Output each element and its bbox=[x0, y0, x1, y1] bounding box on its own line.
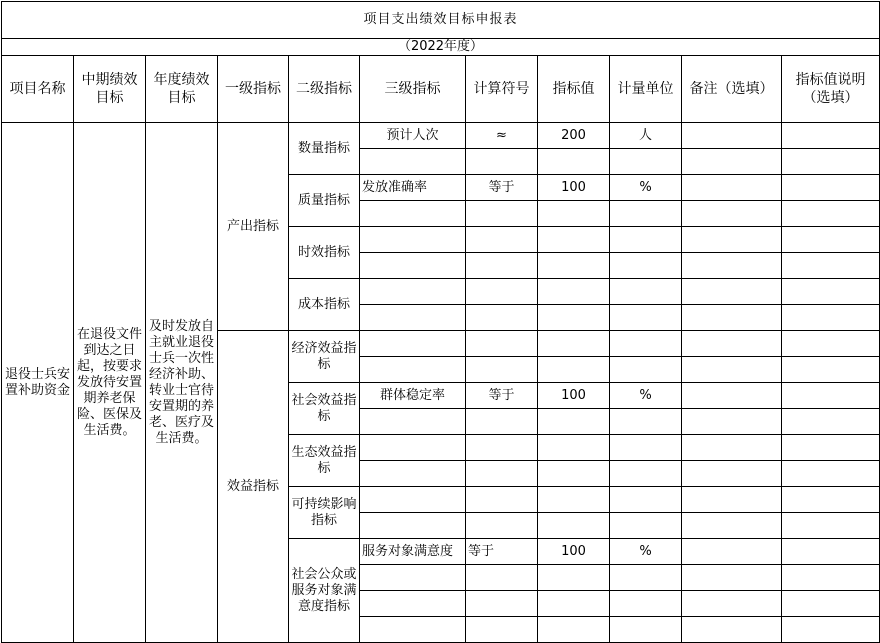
unit-cell bbox=[610, 591, 682, 617]
value-cell bbox=[538, 357, 610, 383]
header-row bbox=[2, 56, 880, 123]
explain-cell bbox=[782, 539, 880, 565]
symbol-cell bbox=[466, 253, 538, 279]
level3-cell bbox=[360, 201, 466, 227]
remark-cell bbox=[682, 591, 782, 617]
explain-cell bbox=[782, 357, 880, 383]
value-cell bbox=[538, 435, 610, 461]
symbol-cell bbox=[466, 591, 538, 617]
remark-cell bbox=[682, 565, 782, 591]
header-value: 指标值 bbox=[538, 56, 610, 123]
level3-cell bbox=[360, 513, 466, 539]
remark-cell bbox=[682, 617, 782, 643]
year-label: （2022年度） bbox=[2, 39, 880, 56]
remark-cell bbox=[682, 149, 782, 175]
value-cell bbox=[538, 513, 610, 539]
symbol-cell bbox=[466, 305, 538, 331]
symbol-cell bbox=[466, 513, 538, 539]
symbol-cell bbox=[466, 461, 538, 487]
annual-goal-cell: 及时发放自主就业退役士兵一次性经济补助、转业士官待安置期的养老、医疗及生活费。 bbox=[146, 123, 218, 643]
value-cell bbox=[538, 331, 610, 357]
level3-cell bbox=[360, 435, 466, 461]
remark-cell bbox=[682, 539, 782, 565]
level3-social-name: 群体稳定率 bbox=[360, 383, 466, 409]
level2-economic: 经济效益指标 bbox=[289, 331, 360, 383]
header-mid-goal: 中期绩效目标 bbox=[74, 56, 146, 123]
symbol-cell bbox=[466, 227, 538, 253]
level3-cell bbox=[360, 149, 466, 175]
level3-cell bbox=[360, 331, 466, 357]
value-cell bbox=[538, 461, 610, 487]
explain-cell bbox=[782, 305, 880, 331]
level3-quality-name: 发放准确率 bbox=[360, 175, 466, 201]
level3-quantity-name: 预计人次 bbox=[360, 123, 466, 149]
header-explain: 指标值说明（选填） bbox=[782, 56, 880, 123]
level3-cell bbox=[360, 487, 466, 513]
value-cell bbox=[538, 617, 610, 643]
quality-value: 100 bbox=[538, 175, 610, 201]
value-cell bbox=[538, 227, 610, 253]
value-cell bbox=[538, 279, 610, 305]
quality-symbol: 等于 bbox=[466, 175, 538, 201]
symbol-cell bbox=[466, 149, 538, 175]
remark-cell bbox=[682, 305, 782, 331]
remark-cell bbox=[682, 279, 782, 305]
symbol-cell bbox=[466, 409, 538, 435]
unit-cell bbox=[610, 487, 682, 513]
unit-cell bbox=[610, 149, 682, 175]
remark-cell bbox=[682, 513, 782, 539]
level3-cell bbox=[360, 357, 466, 383]
remark-cell bbox=[682, 357, 782, 383]
symbol-cell bbox=[466, 357, 538, 383]
remark-cell bbox=[682, 227, 782, 253]
social-value: 100 bbox=[538, 383, 610, 409]
unit-cell bbox=[610, 279, 682, 305]
value-cell bbox=[538, 591, 610, 617]
remark-cell bbox=[682, 461, 782, 487]
explain-cell bbox=[782, 565, 880, 591]
project-name-cell: 退役士兵安置补助资金 bbox=[2, 123, 74, 643]
explain-cell bbox=[782, 487, 880, 513]
quantity-unit: 人 bbox=[610, 123, 682, 149]
level2-quantity: 数量指标 bbox=[289, 123, 360, 175]
unit-cell bbox=[610, 201, 682, 227]
level3-satisfaction-name: 服务对象满意度 bbox=[360, 539, 466, 565]
remark-cell bbox=[682, 435, 782, 461]
level2-satisfaction: 社会公众或服务对象满意度指标 bbox=[289, 539, 360, 643]
remark-cell bbox=[682, 175, 782, 201]
value-cell bbox=[538, 565, 610, 591]
explain-cell bbox=[782, 617, 880, 643]
remark-cell bbox=[682, 123, 782, 149]
symbol-cell bbox=[466, 201, 538, 227]
unit-cell bbox=[610, 565, 682, 591]
level1-benefit: 效益指标 bbox=[218, 331, 289, 643]
quantity-symbol: ≈ bbox=[466, 123, 538, 149]
explain-cell bbox=[782, 175, 880, 201]
symbol-cell bbox=[466, 617, 538, 643]
explain-cell bbox=[782, 201, 880, 227]
explain-cell bbox=[782, 149, 880, 175]
header-unit: 计量单位 bbox=[610, 56, 682, 123]
explain-cell bbox=[782, 409, 880, 435]
unit-cell bbox=[610, 409, 682, 435]
header-annual-goal: 年度绩效目标 bbox=[146, 56, 218, 123]
satisfaction-value: 100 bbox=[538, 539, 610, 565]
remark-cell bbox=[682, 487, 782, 513]
social-unit: % bbox=[610, 383, 682, 409]
header-level1: 一级指标 bbox=[218, 56, 289, 123]
satisfaction-symbol: 等于 bbox=[466, 539, 538, 565]
table-row bbox=[2, 123, 880, 149]
remark-cell bbox=[682, 409, 782, 435]
remark-cell bbox=[682, 201, 782, 227]
quantity-value: 200 bbox=[538, 123, 610, 149]
page-title: 项目支出绩效目标申报表 bbox=[2, 2, 880, 39]
level1-output: 产出指标 bbox=[218, 123, 289, 331]
value-cell bbox=[538, 409, 610, 435]
social-symbol: 等于 bbox=[466, 383, 538, 409]
unit-cell bbox=[610, 513, 682, 539]
value-cell bbox=[538, 253, 610, 279]
explain-cell bbox=[782, 383, 880, 409]
level3-cell bbox=[360, 279, 466, 305]
level3-cell bbox=[360, 565, 466, 591]
level3-cell bbox=[360, 409, 466, 435]
unit-cell bbox=[610, 331, 682, 357]
unit-cell bbox=[610, 357, 682, 383]
level3-cell bbox=[360, 591, 466, 617]
explain-cell bbox=[782, 513, 880, 539]
level3-cell bbox=[360, 461, 466, 487]
unit-cell bbox=[610, 305, 682, 331]
explain-cell bbox=[782, 279, 880, 305]
explain-cell bbox=[782, 227, 880, 253]
header-project-name: 项目名称 bbox=[2, 56, 74, 123]
explain-cell bbox=[782, 331, 880, 357]
symbol-cell bbox=[466, 331, 538, 357]
remark-cell bbox=[682, 253, 782, 279]
symbol-cell bbox=[466, 279, 538, 305]
header-level2: 二级指标 bbox=[289, 56, 360, 123]
level2-cost: 成本指标 bbox=[289, 279, 360, 331]
header-symbol: 计算符号 bbox=[466, 56, 538, 123]
explain-cell bbox=[782, 461, 880, 487]
unit-cell bbox=[610, 227, 682, 253]
value-cell bbox=[538, 149, 610, 175]
level3-cell bbox=[360, 253, 466, 279]
header-remark: 备注（选填） bbox=[682, 56, 782, 123]
performance-table bbox=[1, 1, 880, 643]
unit-cell bbox=[610, 461, 682, 487]
satisfaction-unit: % bbox=[610, 539, 682, 565]
level2-social: 社会效益指标 bbox=[289, 383, 360, 435]
level2-timeliness: 时效指标 bbox=[289, 227, 360, 279]
remark-cell bbox=[682, 331, 782, 357]
value-cell bbox=[538, 305, 610, 331]
explain-cell bbox=[782, 123, 880, 149]
symbol-cell bbox=[466, 487, 538, 513]
symbol-cell bbox=[466, 565, 538, 591]
level3-cell bbox=[360, 305, 466, 331]
level3-cell bbox=[360, 227, 466, 253]
remark-cell bbox=[682, 383, 782, 409]
unit-cell bbox=[610, 617, 682, 643]
unit-cell bbox=[610, 435, 682, 461]
level2-sustainable: 可持续影响指标 bbox=[289, 487, 360, 539]
level2-quality: 质量指标 bbox=[289, 175, 360, 227]
mid-goal-cell: 在退役文件到达之日起，按要求发放待安置期养老保险、医保及生活费。 bbox=[74, 123, 146, 643]
unit-cell bbox=[610, 253, 682, 279]
explain-cell bbox=[782, 435, 880, 461]
explain-cell bbox=[782, 591, 880, 617]
explain-cell bbox=[782, 253, 880, 279]
value-cell bbox=[538, 487, 610, 513]
level3-cell bbox=[360, 617, 466, 643]
level2-ecological: 生态效益指标 bbox=[289, 435, 360, 487]
symbol-cell bbox=[466, 435, 538, 461]
header-level3: 三级指标 bbox=[360, 56, 466, 123]
quality-unit: % bbox=[610, 175, 682, 201]
value-cell bbox=[538, 201, 610, 227]
